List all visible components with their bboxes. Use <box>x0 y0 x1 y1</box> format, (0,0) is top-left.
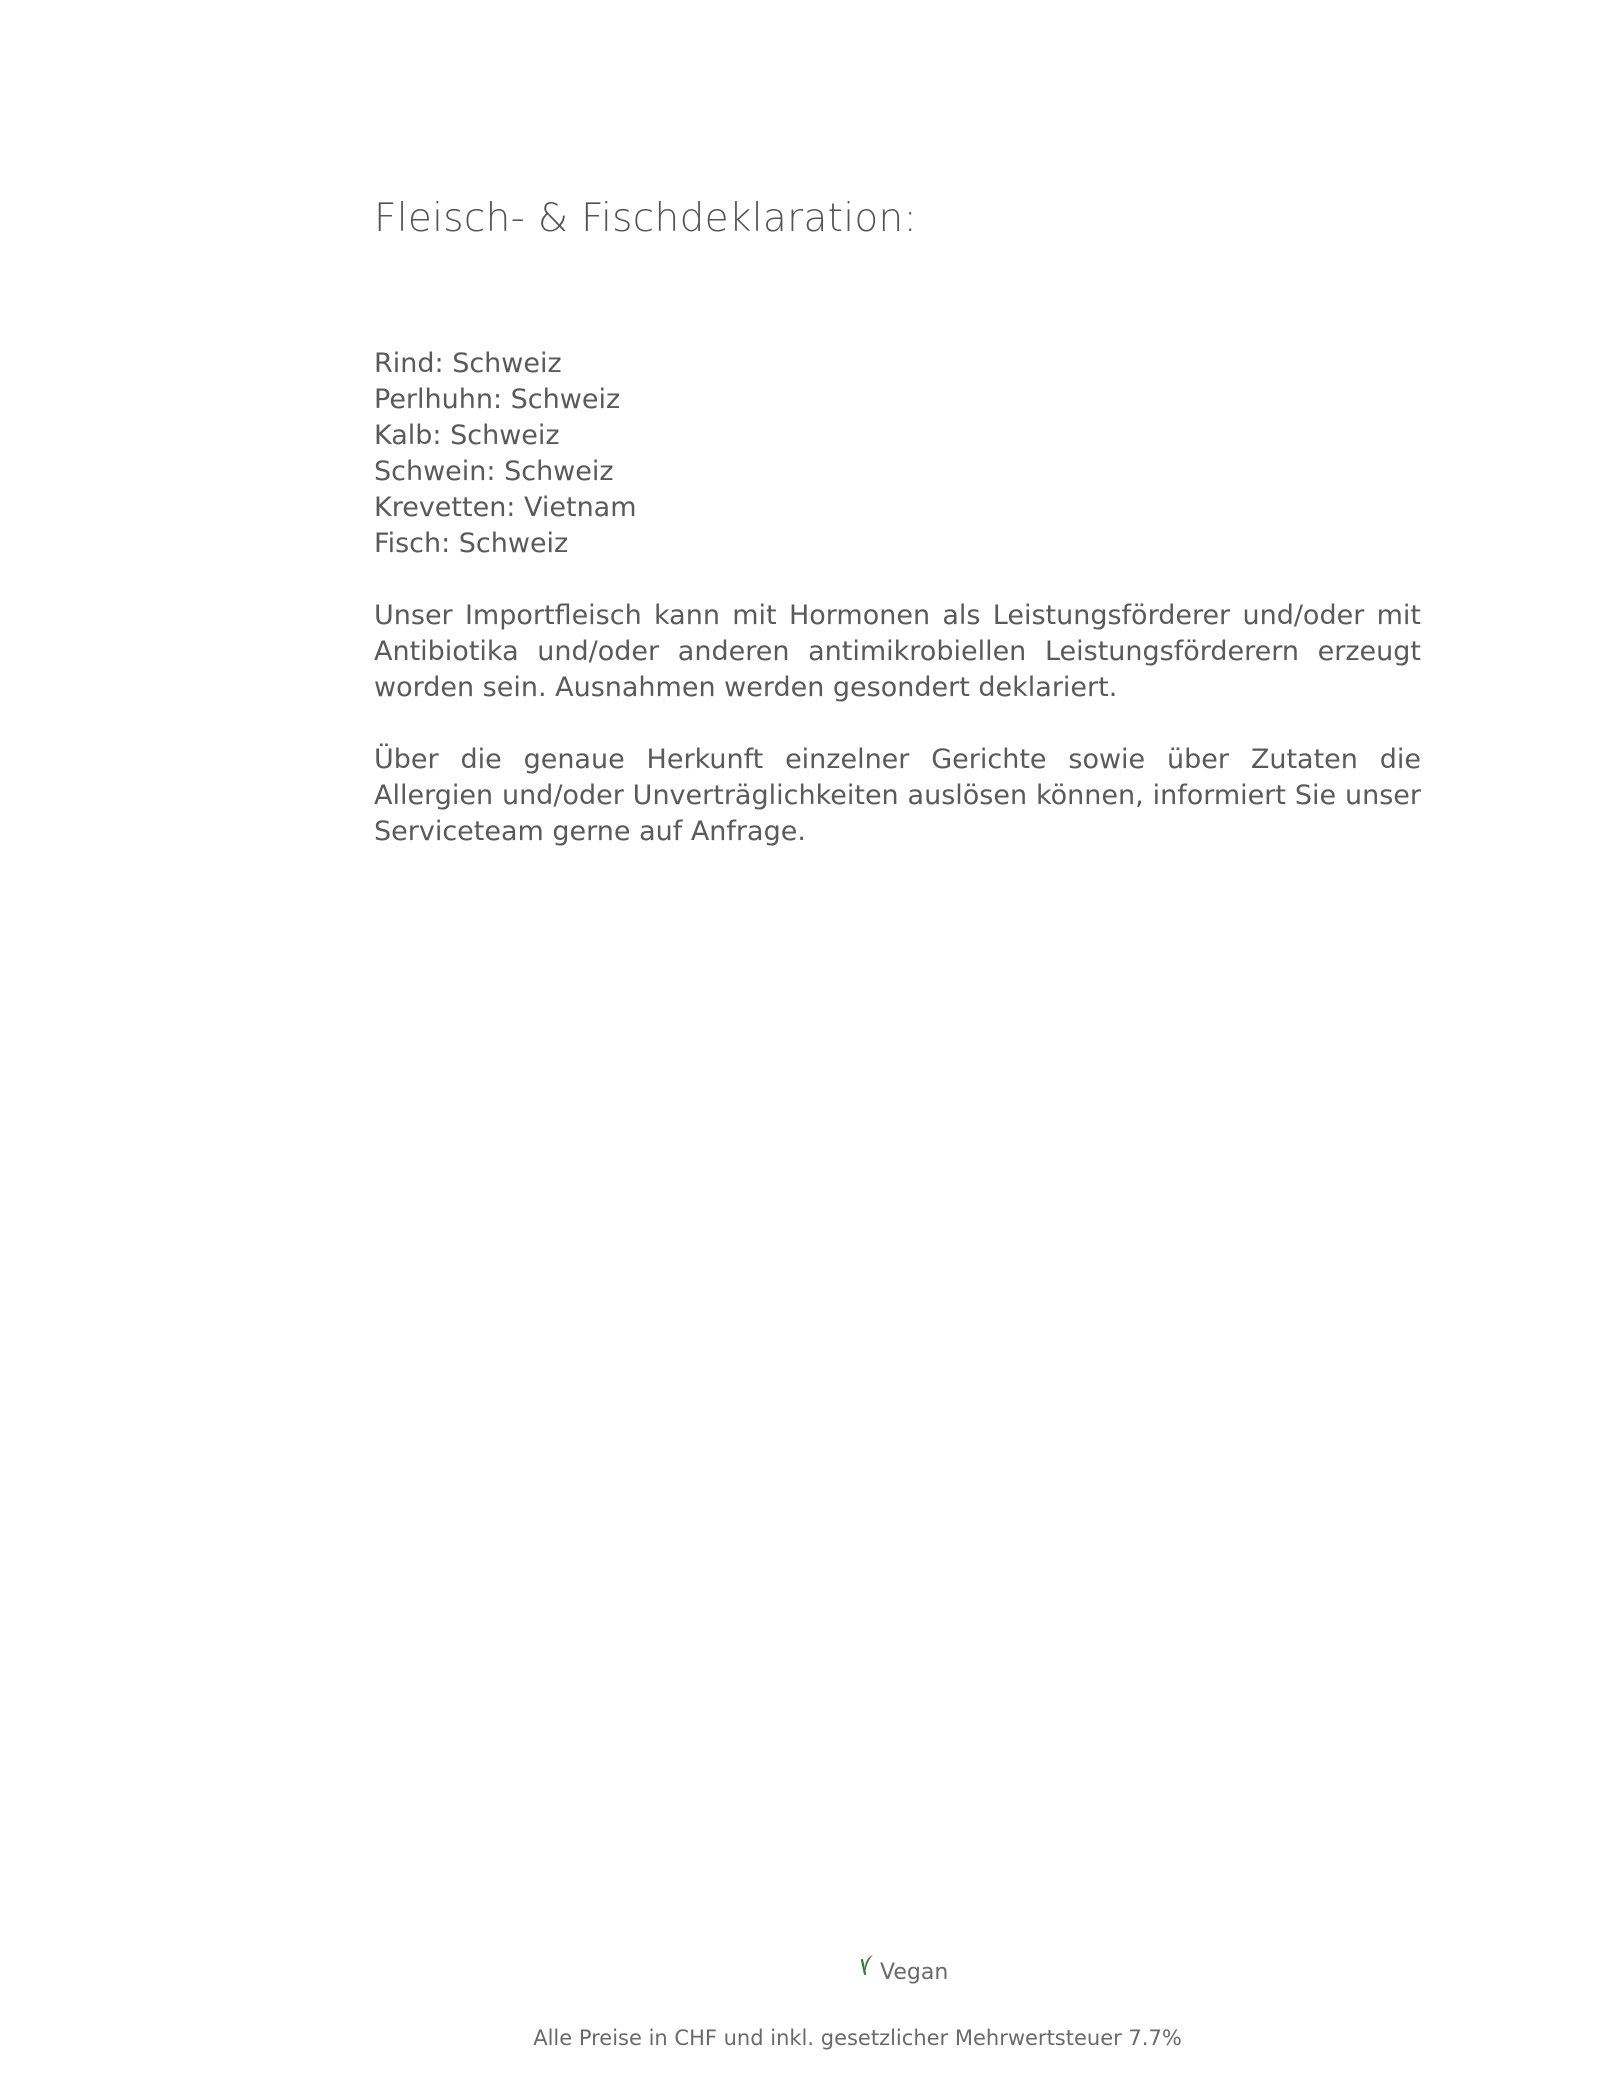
origin-list <box>374 346 637 562</box>
origin-item-kalb: Kalb: Schweiz <box>374 420 560 451</box>
origin-item-fisch: Fisch: Schweiz <box>374 528 569 559</box>
vegan-legend <box>858 1960 948 1986</box>
vegan-label: Vegan <box>880 1960 949 1985</box>
origin-item-schwein: Schwein: Schweiz <box>374 456 614 487</box>
origin-item-perlhuhn: Perlhuhn: Schweiz <box>374 384 621 415</box>
import-meat-notice: Unser Importfleisch kann mit Hormonen als Leistungsförderer und/oder mit Antibiotika und/oder anderen antimikrobiellen Leistungsförderern erzeugt worden sein. Ausnahmen werden gesondert deklariert. <box>374 600 1421 703</box>
page-title: Fleisch- & Fischdeklaration: <box>374 196 918 241</box>
vegan-leaf-icon <box>858 1952 874 1976</box>
price-footer-note: Alle Preise in CHF und inkl. gesetzlicher Mehrwertsteuer 7.7% <box>533 2026 1182 2050</box>
origin-item-rind: Rind: Schweiz <box>374 348 562 379</box>
origin-item-krevetten: Krevetten: Vietnam <box>374 492 637 523</box>
allergy-notice: Über die genaue Herkunft einzelner Gerichte sowie über Zutaten die Allergien und/oder Unverträglichkeiten auslösen können, informiert Sie unser Serviceteam gerne auf Anfrage. <box>374 744 1421 847</box>
